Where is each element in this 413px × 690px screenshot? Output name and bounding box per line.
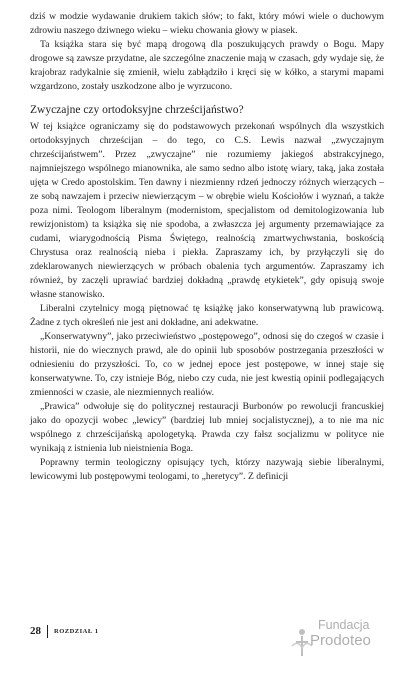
paragraph: dziś w modzie wydawanie drukiem takich słów; to fakt, który mówi wiele o duchowym zdrowiu naszego dziwnego wieku – wieku chowania głowy w piasek. [30,11,384,36]
paragraph: Ta książka stara się być mapą drogową dla poszukujących prawdy o Bogu. Mapy drogowe są zawsze przydatne, ale szczególne znaczenie mają w czasach, gdy wydaje się, że krajobraz radykalnie się zmienił, wielu zabłądziło i kręci się w kółko, a starymi mapami wzgardzono, zostały uszkodzone albo je wyrzucono. [30,39,384,92]
paragraph: Poprawny termin teologiczny opisujący tych, którzy nazywają siebie liberalnymi, lewicowymi lub postępowymi teologami, to „heretycy”. Z definicji [30,457,384,482]
chapter-label: ROZDZIAŁ 1 [54,627,99,635]
watermark-line1: Fundacja [318,618,370,632]
paragraph: W tej książce ograniczamy się do podstawowych przekonań wspólnych dla wszystkich ortodoksyjnych chrześcijan – do tego, co C.S. Lewis nazwał „zwyczajnym chrześcijaństwem”. Przez „zwyczajne” nie rozumiemy jakiegoś abstrakcyjnego, najmniejszego wspólnego mianownika, ale samo sedno albo istotę wiary, taką, jaka została ujęta w Credo apostolskim. Ten dawny i niezmienny rdzeń jednoczy różnych wierzących – ze sobą nawzajem i przeciw niewierzącym – w obrębie wielu Kościołów i wyznań, a także poza nimi. Teologom liberalnym (modernistom, specjalistom od demitologizowania lub rewizjonistom) ta książka się nie spodoba, a zwłaszcza jej argumenty przemawiające za cudami, wiarygodnością Pisma Świętego, realnością zmartwychwstania, boskością Chrystusa oraz realnością nieba i piekła. Zapraszamy ich, by przyłączyli się do zdeklarowanych niewierzących w próbach obalenia tych argumentów. Zapraszamy ich również, by zaczęli uprawiać bardziej dokładną „prawdę etykietek”, gdy opisują swoje własne stanowisko. [30,121,384,300]
publisher-watermark [290,618,390,664]
watermark-line2: Prodoteo [310,632,371,649]
paragraph: Liberalni czytelnicy mogą piętnować tę książkę jako konserwatywną lub prawicową. Żadne z tych określeń nie jest ani dokładne, ani adekwatne. [30,303,384,328]
page-footer [30,622,99,640]
section-heading: Zwyczajne czy ortodoksyjne chrześcijaństwo? [30,104,244,116]
paragraph: „Prawica” odwołuje się do politycznej restauracji Burbonów po rewolucji francuskiej jako do opozycji wobec „lewicy” (bardziej lub mniej socjalistycznej), a to nie ma nic wspólnego z chrześcijańską apologetyką. Prawda czy fałsz socjalizmu w polityce nie wynikają z istnienia lub nieistnienia Boga. [30,401,384,454]
page-number: 28 [30,625,41,637]
footer-divider [47,625,48,638]
paragraph: „Konserwatywny”, jako przeciwieństwo „postępowego”, odnosi się do czegoś w czasie i historii, nie do wiecznych prawd, ale do opinii lub sposobów postrzegania przeszłości w odniesieniu do przyszłości. To, co w jednej epoce jest postępowe, w innej staje się konserwatywne. To, czy istnieje Bóg, niebo czy cuda, nie jest kwestią opinii podlegających zmienności w czasie, ale niezmiennych realiów. [30,331,384,398]
body-text [30,10,384,484]
